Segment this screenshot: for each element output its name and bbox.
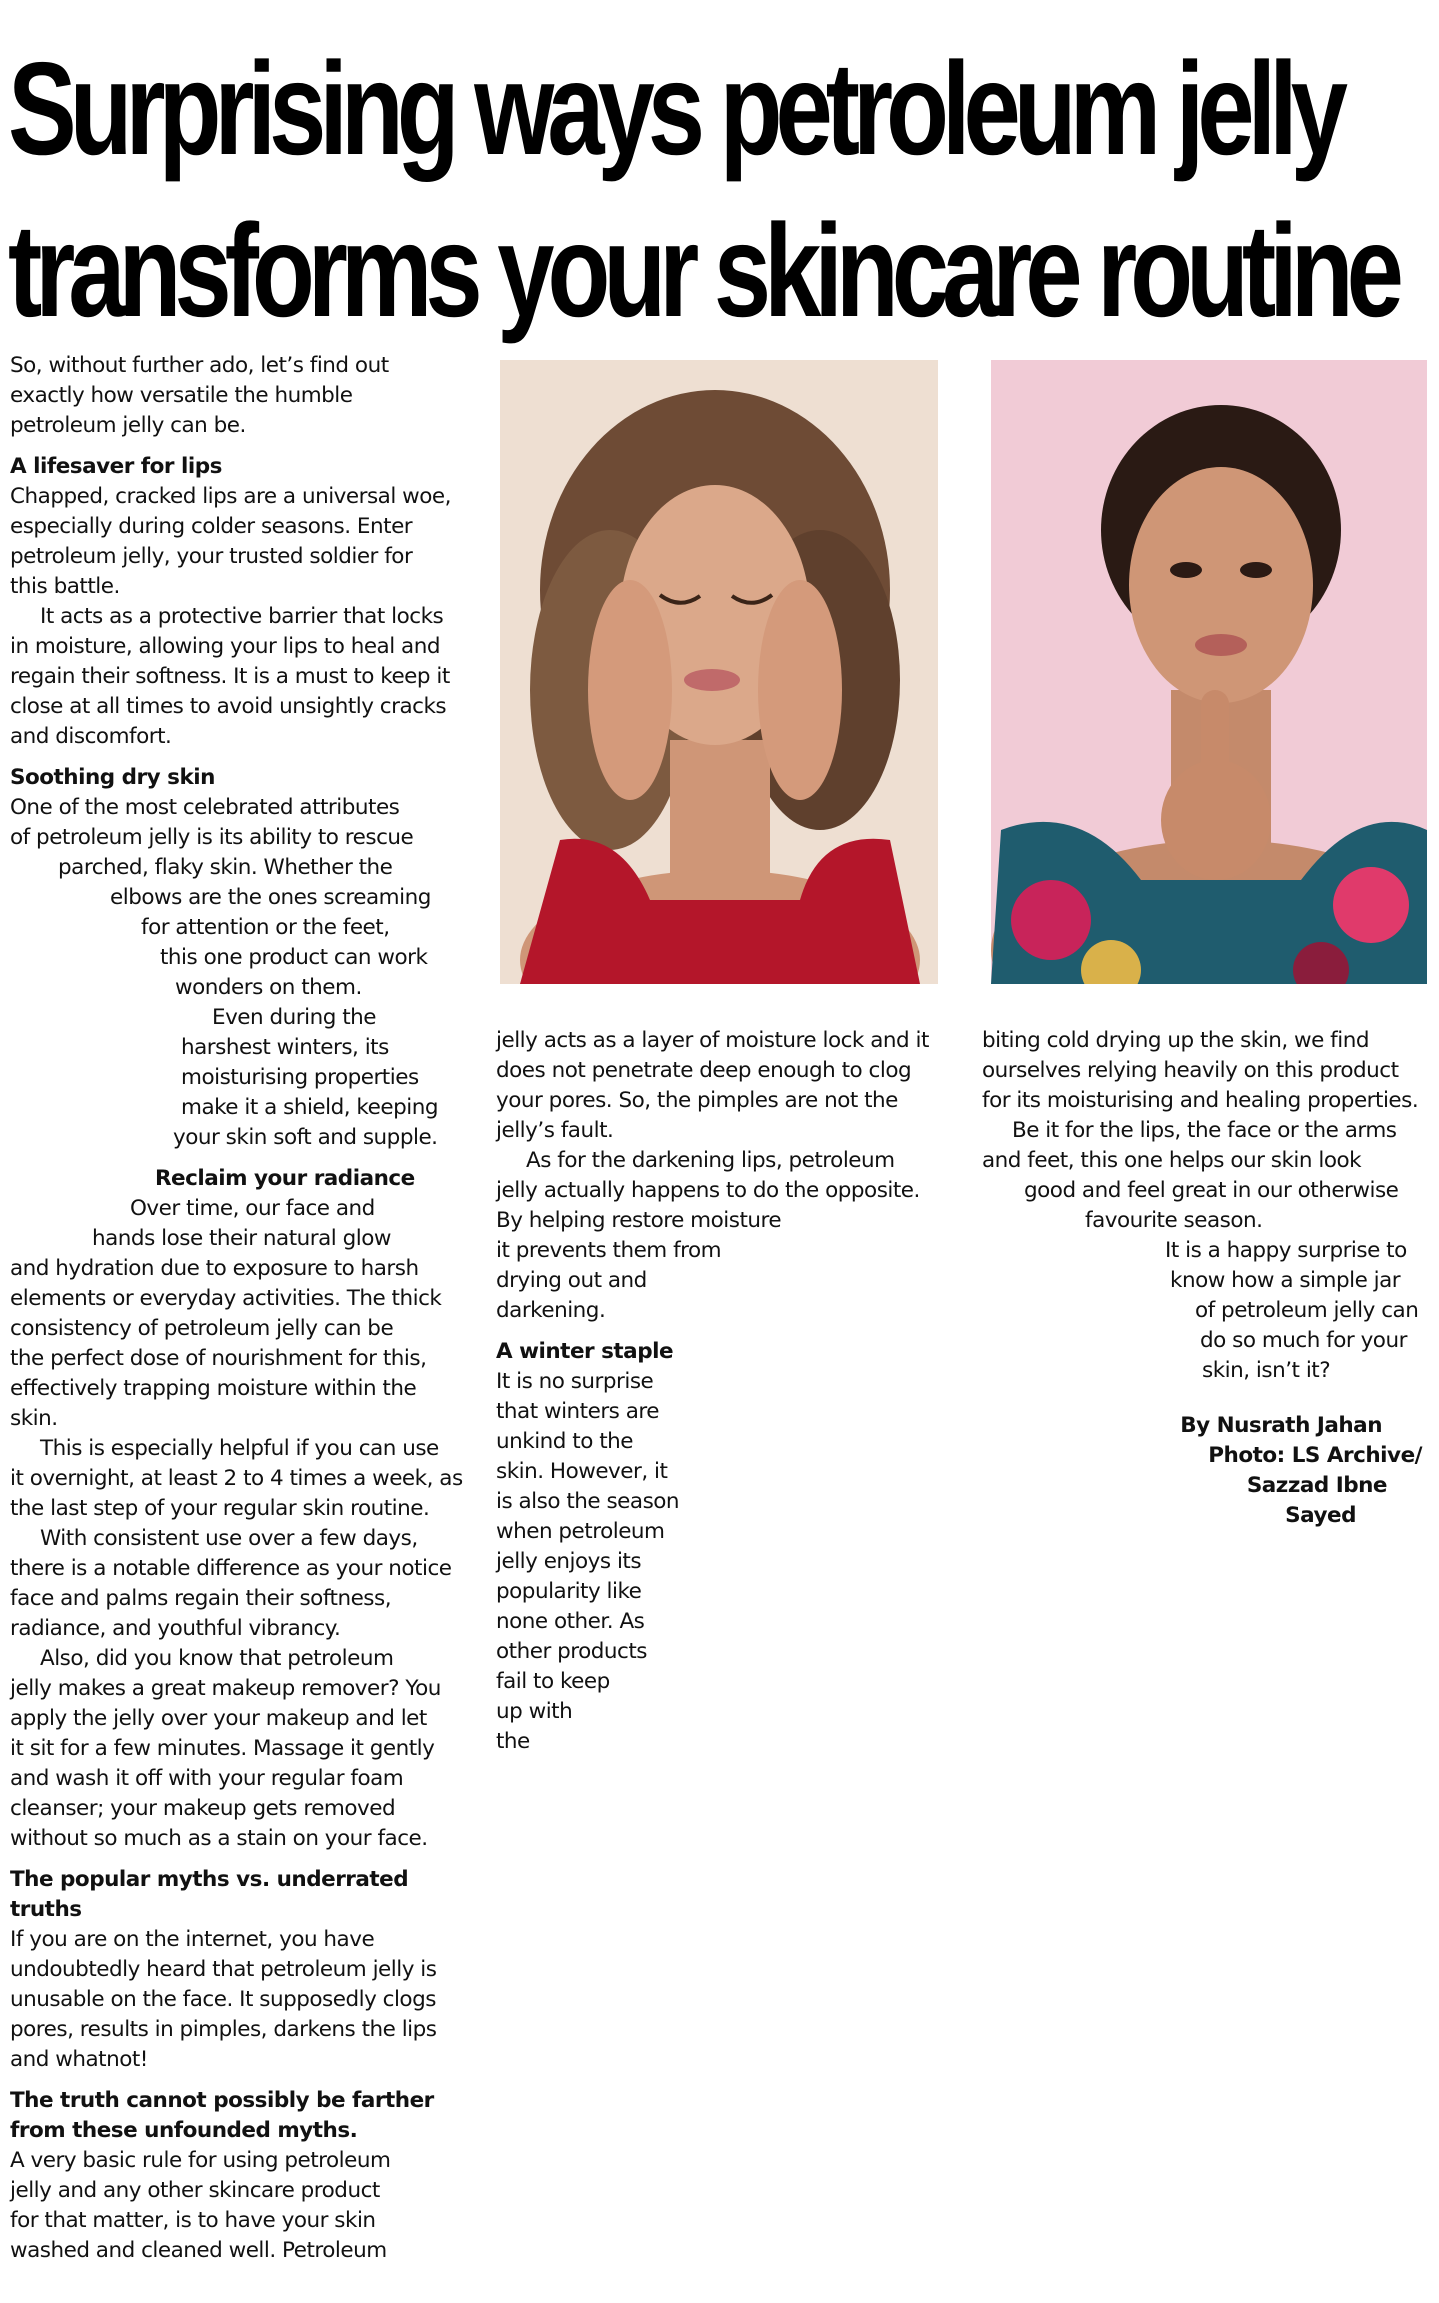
text-line: Sayed [1285, 1503, 1356, 1528]
text-line: it prevents them from [496, 1238, 722, 1263]
text-line: and hydration due to exposure to harsh [10, 1256, 419, 1281]
text-line: pores, results in pimples, darkens the lips [10, 2017, 437, 2042]
text-line: your skin soft and supple. [173, 1125, 438, 1150]
section-heading [10, 763, 465, 793]
text-line: The truth cannot possibly be farther [10, 2088, 434, 2113]
headline-line-2: transforms your skincare routine [8, 197, 1397, 344]
section-heading [10, 452, 465, 482]
text-line: good and feel great in our otherwise [1024, 1178, 1399, 1203]
text-line: truths [10, 1897, 82, 1922]
text-line: in moisture, allowing your lips to heal and [10, 634, 440, 659]
paragraph [10, 1644, 465, 1854]
text-line: One of the most celebrated attributes [10, 795, 400, 820]
text-line: parched, flaky skin. Whether the [58, 855, 393, 880]
text-line: and wash it off with your regular foam [10, 1766, 404, 1791]
text-line: moisturising properties [181, 1065, 419, 1090]
section-heading [496, 1337, 936, 1367]
text-line: face and palms regain their softness, [10, 1586, 392, 1611]
text-line: make it a shield, keeping [181, 1095, 438, 1120]
text-line: and feet, this one helps our skin look [982, 1148, 1362, 1173]
text-line: It acts as a protective barrier that locks [40, 604, 444, 629]
text-line: when petroleum [496, 1519, 665, 1544]
text-line: of petroleum jelly is its ability to rescue [10, 825, 414, 850]
text-line: it sit for a few minutes. Massage it gently [10, 1736, 435, 1761]
text-line: A lifesaver for lips [10, 454, 222, 479]
text-line: By helping restore moisture [496, 1208, 782, 1233]
text-line: jelly’s fault. [496, 1118, 614, 1143]
paragraph [10, 1925, 465, 2075]
text-line: is also the season [496, 1489, 680, 1514]
text-line: The popular myths vs. underrated [10, 1867, 409, 1892]
text-line: up with [496, 1699, 573, 1724]
text-line: Soothing dry skin [10, 765, 215, 790]
text-line: undoubtedly heard that petroleum jelly is [10, 1957, 437, 1982]
text-line: effectively trapping moisture within the [10, 1376, 417, 1401]
text-line: other products [496, 1639, 648, 1664]
model-photo-left [500, 360, 938, 984]
text-line: biting cold drying up the skin, we find [982, 1028, 1369, 1053]
text-line: the [496, 1729, 530, 1754]
text-line: ourselves relying heavily on this product [982, 1058, 1399, 1083]
paragraph [10, 482, 465, 602]
text-line: this battle. [10, 574, 120, 599]
text-line: from these unfounded myths. [10, 2118, 358, 2143]
paragraph [10, 1194, 465, 1434]
text-line: So, without further ado, let’s find out [10, 353, 389, 378]
text-line: Chapped, cracked lips are a universal woe, [10, 484, 451, 509]
paragraph [10, 602, 465, 752]
text-line: know how a simple jar [1170, 1268, 1401, 1293]
text-line: and whatnot! [10, 2047, 148, 2072]
text-line: this one product can work [160, 945, 428, 970]
text-line: hands lose their natural glow [92, 1226, 391, 1251]
text-line: Also, did you know that petroleum [40, 1646, 394, 1671]
paragraph [10, 2146, 465, 2266]
headline-line-1: Surprising ways petroleum jelly [8, 35, 1341, 182]
text-line: your pores. So, the pimples are not the [496, 1088, 898, 1113]
text-line: wonders on them. [175, 975, 362, 1000]
text-line: jelly makes a great makeup remover? You [10, 1676, 441, 1701]
text-line: skin. However, it [496, 1459, 668, 1484]
paragraph [10, 793, 465, 1153]
text-line: Even during the [212, 1005, 376, 1030]
text-line: for that matter, is to have your skin [10, 2208, 376, 2233]
text-line: By Nusrath Jahan [1180, 1413, 1382, 1438]
paragraph [10, 1524, 465, 1644]
text-line: It is no surprise [496, 1369, 654, 1394]
text-line: apply the jelly over your makeup and let [10, 1706, 427, 1731]
text-line: petroleum jelly, your trusted soldier for [10, 544, 413, 569]
text-line: popularity like [496, 1579, 642, 1604]
text-line: there is a notable difference as your notice [10, 1556, 452, 1581]
paragraph [982, 1116, 1432, 1386]
byline [982, 1411, 1432, 1531]
model-portrait-left [500, 360, 938, 984]
text-line: Sazzad Ibne [1246, 1473, 1387, 1498]
text-line: elbows are the ones screaming [110, 885, 431, 910]
text-line: it overnight, at least 2 to 4 times a week, as [10, 1466, 463, 1491]
text-line: washed and cleaned well. Petroleum [10, 2238, 387, 2263]
paragraph [10, 351, 465, 441]
text-line: of petroleum jelly can [1195, 1298, 1419, 1323]
text-line: jelly enjoys its [496, 1549, 642, 1574]
text-line: the last step of your regular skin routine. [10, 1496, 430, 1521]
text-line: jelly and any other skincare product [10, 2178, 380, 2203]
text-line: Over time, our face and [130, 1196, 375, 1221]
paragraph [10, 1164, 465, 1194]
text-line: skin. [10, 1406, 58, 1431]
paragraph [496, 1146, 936, 1326]
model-photo-right [991, 360, 1427, 984]
article-column-3 [982, 1026, 1432, 1531]
article-column-1 [10, 351, 465, 2266]
paragraph [496, 1026, 936, 1146]
text-line: darkening. [496, 1298, 606, 1323]
section-heading [10, 1865, 465, 1925]
text-line: that winters are [496, 1399, 659, 1424]
text-line: for attention or the feet, [141, 915, 390, 940]
text-line: do so much for your [1200, 1328, 1407, 1353]
text-line: jelly acts as a layer of moisture lock and it [496, 1028, 929, 1053]
text-line: unkind to the [496, 1429, 633, 1454]
text-line: drying out and [496, 1268, 647, 1293]
text-line: fail to keep [496, 1669, 610, 1694]
text-line: With consistent use over a few days, [40, 1526, 418, 1551]
section-heading [10, 2086, 465, 2146]
text-line: It is a happy surprise to [1165, 1238, 1407, 1263]
paragraph [10, 1434, 465, 1524]
text-line: skin, isn’t it? [1202, 1358, 1331, 1383]
text-line: regain their softness. It is a must to keep it [10, 664, 450, 689]
text-line: petroleum jelly can be. [10, 413, 246, 438]
text-line: without so much as a stain on your face. [10, 1826, 428, 1851]
text-line: harshest winters, its [181, 1035, 389, 1060]
text-line: unusable on the face. It supposedly clogs [10, 1987, 436, 2012]
text-line: does not penetrate deep enough to clog [496, 1058, 912, 1083]
text-line: If you are on the internet, you have [10, 1927, 375, 1952]
paragraph [496, 1367, 936, 1757]
text-line: and discomfort. [10, 724, 172, 749]
text-line: elements or everyday activities. The thick [10, 1286, 442, 1311]
text-line: radiance, and youthful vibrancy. [10, 1616, 341, 1641]
text-line: Photo: LS Archive/ [1208, 1443, 1422, 1468]
text-line: cleanser; your makeup gets removed [10, 1796, 396, 1821]
text-line: Reclaim your radiance [155, 1166, 415, 1191]
text-line: favourite season. [1085, 1208, 1263, 1233]
text-line: the perfect dose of nourishment for this, [10, 1346, 427, 1371]
article-column-2 [496, 1026, 936, 1757]
text-line: for its moisturising and healing properties. [982, 1088, 1419, 1113]
text-line: This is especially helpful if you can use [40, 1436, 439, 1461]
text-line: Be it for the lips, the face or the arms [1012, 1118, 1397, 1143]
text-line: none other. As [496, 1609, 645, 1634]
text-line: especially during colder seasons. Enter [10, 514, 413, 539]
text-line: As for the darkening lips, petroleum [526, 1148, 895, 1173]
text-line: A winter staple [496, 1339, 674, 1364]
text-line: consistency of petroleum jelly can be [10, 1316, 394, 1341]
article-headline [8, 28, 1397, 352]
text-line: jelly actually happens to do the opposite. [496, 1178, 920, 1203]
text-line: A very basic rule for using petroleum [10, 2148, 391, 2173]
text-line: exactly how versatile the humble [10, 383, 353, 408]
paragraph [982, 1026, 1432, 1116]
model-portrait-right [991, 360, 1427, 984]
text-line: close at all times to avoid unsightly cracks [10, 694, 447, 719]
